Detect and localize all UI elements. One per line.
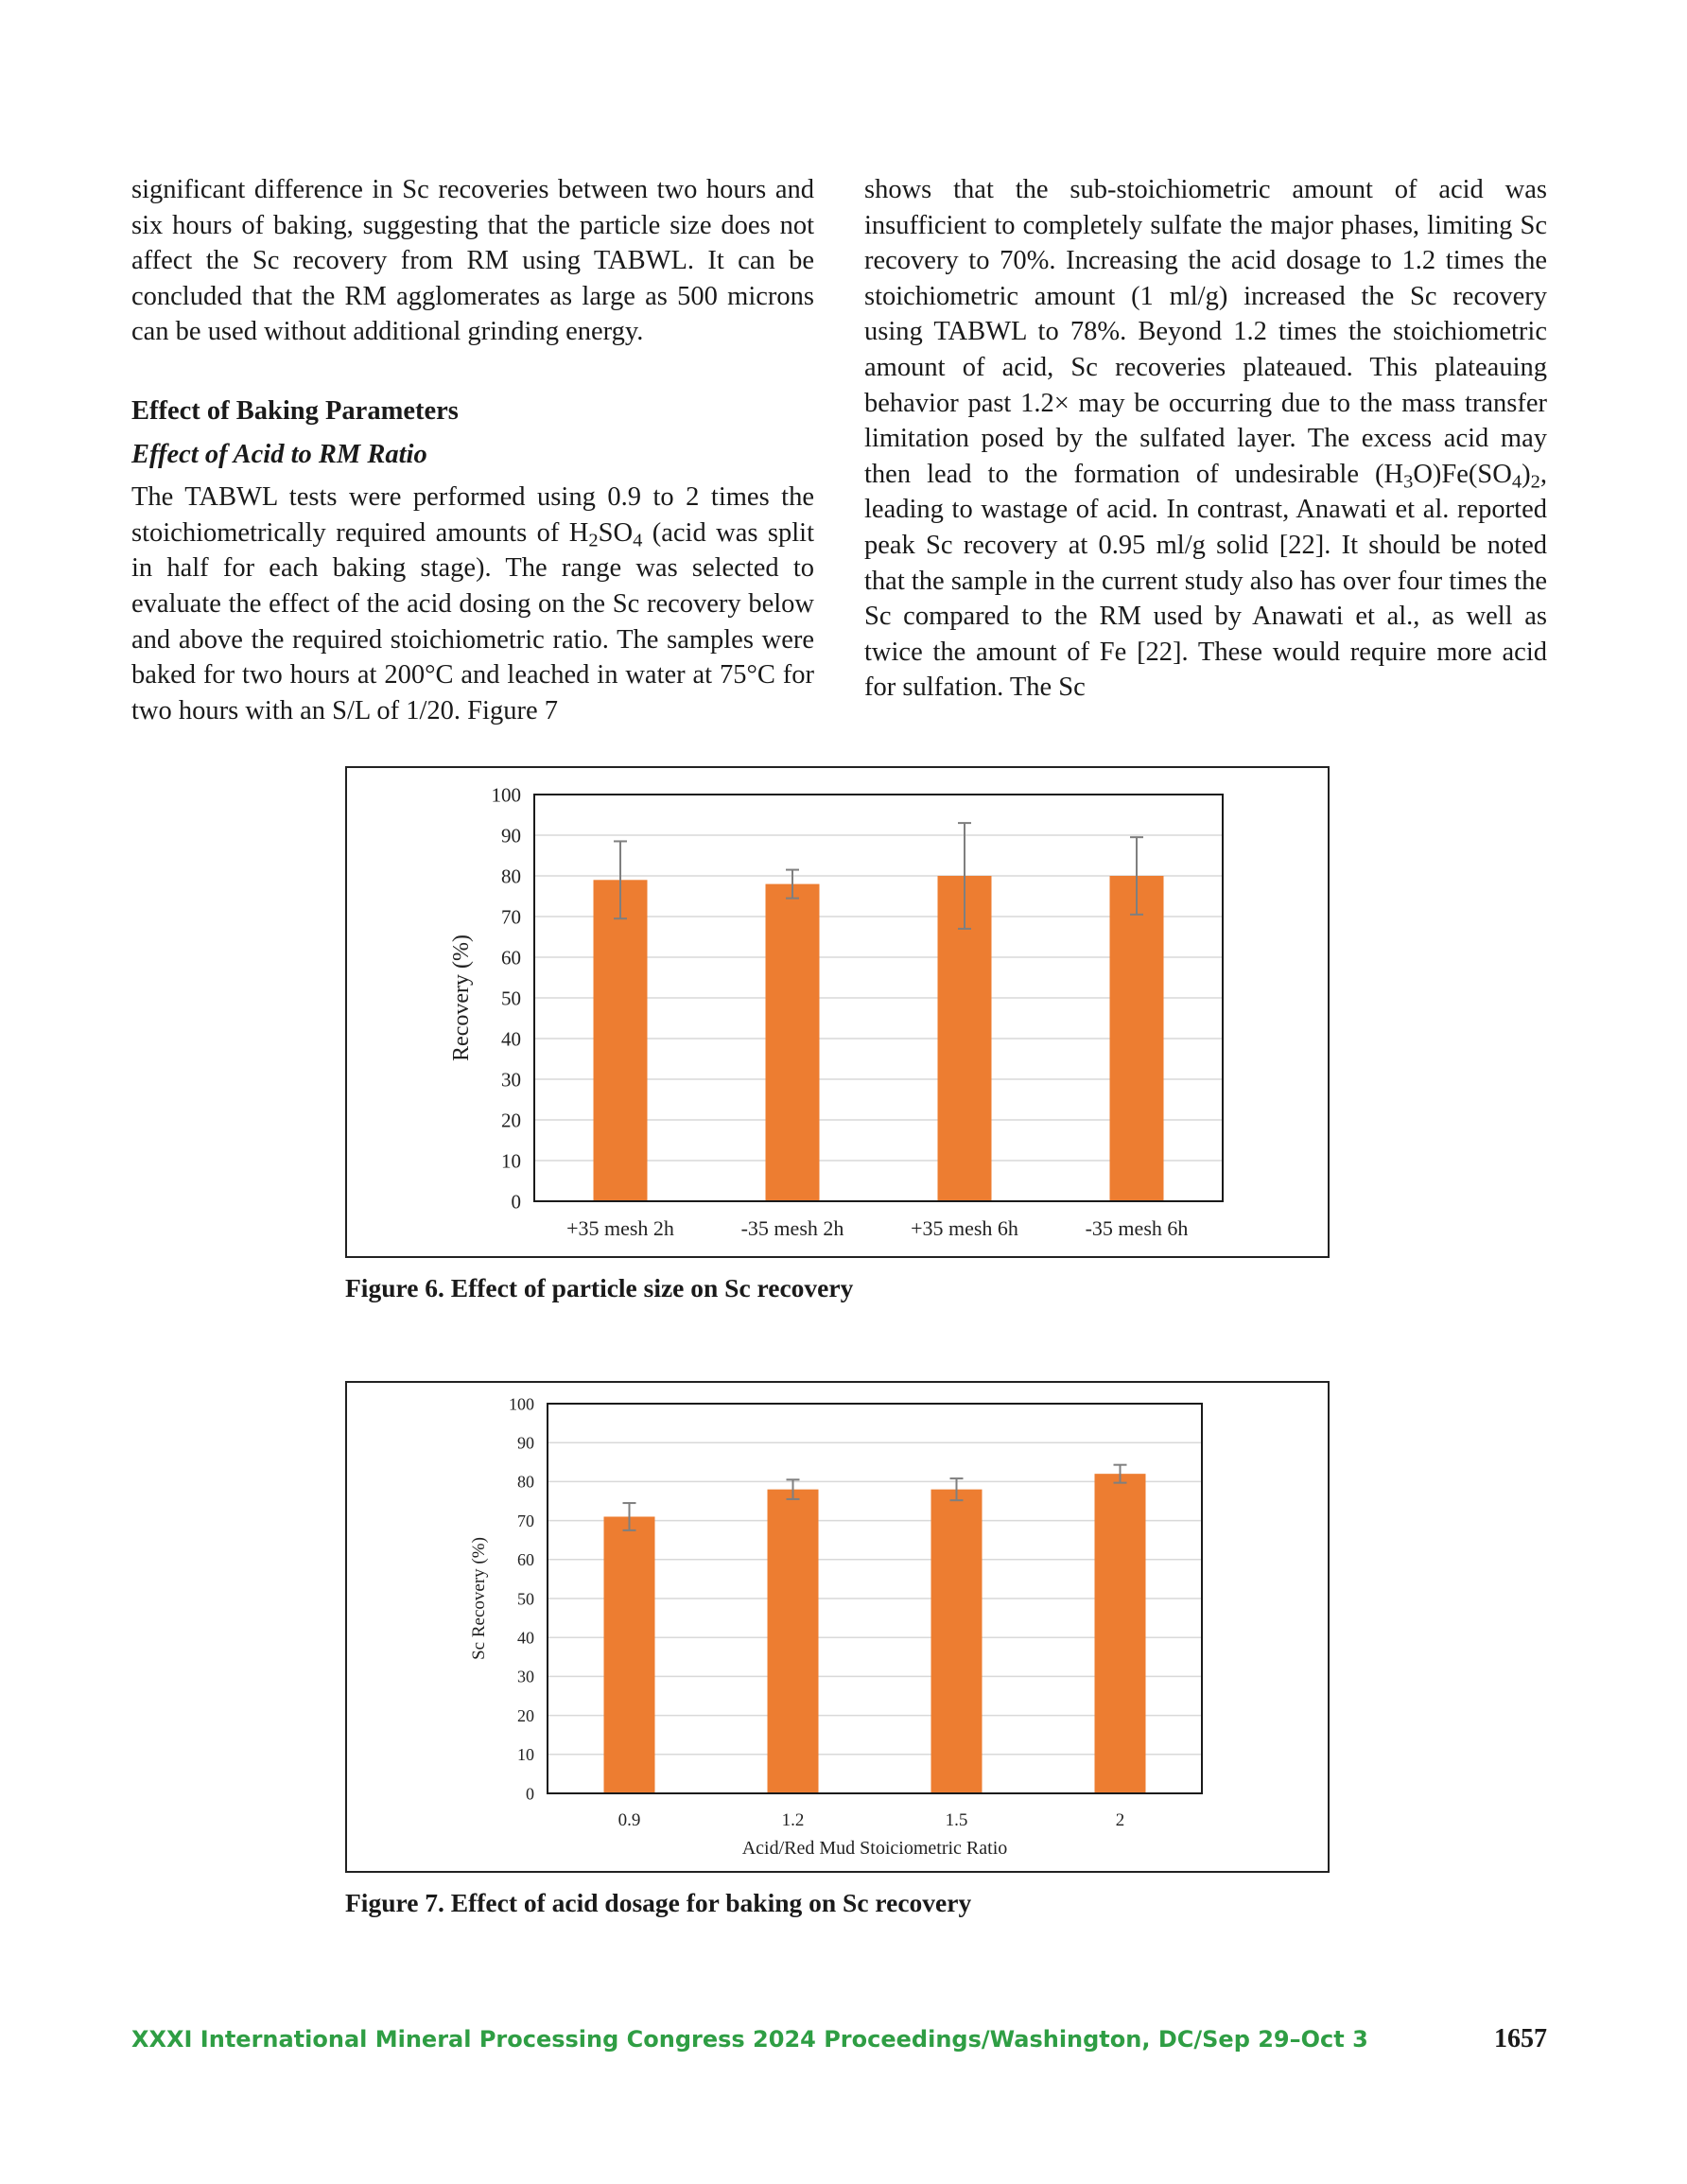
y-tick-label: 50 (517, 1589, 534, 1609)
text-run: ) (1522, 459, 1531, 489)
figure-7-chart (345, 1381, 1330, 1873)
page-number: 1657 (1494, 2024, 1547, 2053)
text-run: The TABWL tests were performed using 0.9 to 2 times the stoichiometrically required amounts of H (131, 482, 814, 548)
bar (1095, 1474, 1146, 1793)
paragraph (864, 172, 1547, 706)
figure-6-chart (345, 766, 1330, 1258)
y-tick-label: 40 (501, 1027, 521, 1051)
text-run: shows that the sub-stoichiometric amount of acid was insufficient to completely sulfate the major phases, limiting Sc recovery to 70%. Increasing the acid dosage to 1.2 times the stoichiometric amount (1 ml/g) increased the Sc recovery using TABWL to 78%. Beyond 1.2 times the stoichiometric amount of acid, Sc recoveries plateaued. This plateauing behavior past 1.2× may be occurring due to the mass transfer limitation posed by the sulfated layer. The excess acid may then lead to the formation of undesirable (H (864, 175, 1547, 489)
footer-conference: XXXI International Mineral Processing Congress 2024 Proceedings/Washington, DC/Sep 29–Oct 3 (131, 2026, 1368, 2053)
x-category-label: -35 mesh 2h (740, 1216, 844, 1240)
y-tick-label: 30 (517, 1667, 534, 1686)
x-category-label: +35 mesh 2h (566, 1216, 674, 1240)
y-tick-label: 50 (501, 987, 521, 1010)
left-column (131, 172, 814, 728)
y-tick-label: 0 (511, 1190, 521, 1214)
y-tick-label: 20 (517, 1705, 534, 1725)
text-run: SO (598, 517, 634, 548)
x-category-label: +35 mesh 6h (911, 1216, 1018, 1240)
figure-6-caption: Figure 6. Effect of particle size on Sc recovery (345, 1273, 854, 1302)
y-tick-label: 70 (501, 905, 521, 929)
bar (766, 884, 820, 1201)
x-category-label: 0.9 (617, 1810, 641, 1830)
bar (1110, 876, 1164, 1201)
y-tick-label: 0 (526, 1784, 534, 1804)
bar (594, 880, 648, 1201)
subscript: 2 (588, 530, 599, 551)
y-tick-label: 90 (501, 824, 521, 847)
y-tick-label: 100 (509, 1394, 534, 1414)
text-run: O)Fe(SO (1413, 459, 1512, 489)
y-axis-label: Sc Recovery (%) (469, 1537, 489, 1660)
y-tick-label: 80 (501, 865, 521, 888)
subscript: 2 (1530, 471, 1540, 493)
paragraph (131, 480, 814, 728)
y-tick-label: 90 (517, 1433, 534, 1453)
y-tick-label: 30 (501, 1068, 521, 1092)
y-tick-label: 70 (517, 1511, 534, 1530)
text-run: , leading to wastage of acid. In contrast, Anawati et al. reported peak Sc recovery at 0.95 ml/g solid [22]. It should be noted that the sample in the current study also has over four times the Sc compared to the RM used by Anawati et al., as well as twice the amount of Fe [22]. These would require more acid for sulfation. The Sc (864, 459, 1547, 703)
chart-svg (347, 1383, 1328, 1871)
subsection-heading: Effect of Acid to RM Ratio (131, 439, 427, 469)
y-tick-label: 80 (517, 1472, 534, 1492)
y-tick-label: 10 (501, 1149, 521, 1173)
x-category-label: 2 (1115, 1810, 1125, 1830)
subscript: 4 (1511, 471, 1522, 493)
x-category-label: -35 mesh 6h (1085, 1216, 1189, 1240)
x-axis-label: Acid/Red Mud Stoiciometric Ratio (741, 1838, 1008, 1859)
right-column (864, 172, 1547, 706)
chart-svg (347, 768, 1328, 1256)
bar (931, 1490, 983, 1793)
subscript: 3 (1403, 471, 1414, 493)
text-run: (acid was split in half for each baking stage). The range was selected to evaluate the effect of the acid dosing on the Sc recovery below and above the required stoichiometric ratio. The samples were baked for two hours at 200°C and leached in water at 75°C for two hours with an S/L of 1/20. Figure 7 (131, 517, 814, 725)
y-tick-label: 40 (517, 1628, 534, 1648)
section-heading: Effect of Baking Parameters (131, 395, 459, 426)
y-tick-label: 10 (517, 1745, 534, 1765)
subscript: 4 (633, 530, 643, 551)
y-axis-label: Recovery (%) (449, 935, 474, 1061)
figure-7-caption: Figure 7. Effect of acid dosage for baking on Sc recovery (345, 1888, 972, 1917)
y-tick-label: 60 (517, 1550, 534, 1570)
paragraph: significant difference in Sc recoveries between two hours and six hours of baking, suggesting that the particle size does not affect the Sc recovery from RM using TABWL. It can be concluded that the RM agglomerates as large as 500 microns can be used without additional grinding energy. (131, 175, 814, 347)
y-tick-label: 60 (501, 946, 521, 970)
x-category-label: 1.5 (945, 1810, 968, 1830)
bar (768, 1490, 819, 1793)
bar (604, 1516, 655, 1793)
y-tick-label: 20 (501, 1109, 521, 1132)
y-tick-label: 100 (491, 783, 521, 807)
x-category-label: 1.2 (781, 1810, 805, 1830)
